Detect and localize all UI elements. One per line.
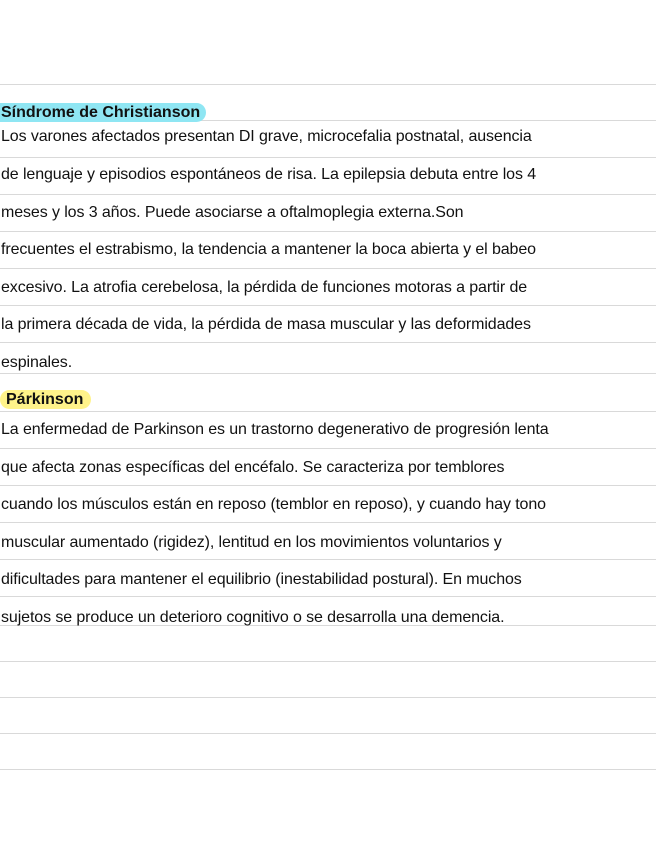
ruled-line [0,522,656,523]
section-line: que afecta zonas específicas del encéfalo. Se caracteriza por temblores [1,459,505,476]
ruled-line [0,373,656,374]
section-line: sujetos se produce un deterioro cognitivo o se desarrolla una demencia. [1,609,505,626]
ruled-line [0,596,656,597]
ruled-line [0,733,656,734]
section-line: la primera década de vida, la pérdida de masa muscular y las deformidades [1,316,531,333]
section-line: frecuentes el estrabismo, la tendencia a mantener la boca abierta y el babeo [1,241,536,258]
ruled-line [0,697,656,698]
ruled-line [0,231,656,232]
section-title-parkinson: Párkinson [0,390,91,409]
section-line: dificultades para mantener el equilibrio (inestabilidad postural). En muchos [1,571,522,588]
ruled-line [0,559,656,560]
ruled-line [0,342,656,343]
section-line: de lenguaje y episodios espontáneos de risa. La epilepsia debuta entre los 4 [1,166,537,183]
section-line: muscular aumentado (rigidez), lentitud en los movimientos voluntarios y [1,534,502,551]
ruled-line [0,157,656,158]
ruled-line [0,194,656,195]
section-line: meses y los 3 años. Puede asociarse a oftalmoplegia externa.Son [1,204,464,221]
ruled-line [0,411,656,412]
section-line: excesivo. La atrofia cerebelosa, la pérdida de funciones motoras a partir de [1,279,528,296]
ruled-line [0,448,656,449]
ruled-line [0,268,656,269]
section-line: cuando los músculos están en reposo (temblor en reposo), y cuando hay tono [1,496,546,513]
section-line: Los varones afectados presentan DI grave, microcefalia postnatal, ausencia [1,128,532,145]
section-title-christianson: Síndrome de Christianson [0,103,206,122]
ruled-line [0,305,656,306]
ruled-line [0,769,656,770]
ruled-line [0,485,656,486]
section-line: espinales. [1,354,73,371]
ruled-line [0,661,656,662]
ruled-line [0,84,656,85]
section-line: La enfermedad de Parkinson es un trastorno degenerativo de progresión lenta [1,421,549,438]
